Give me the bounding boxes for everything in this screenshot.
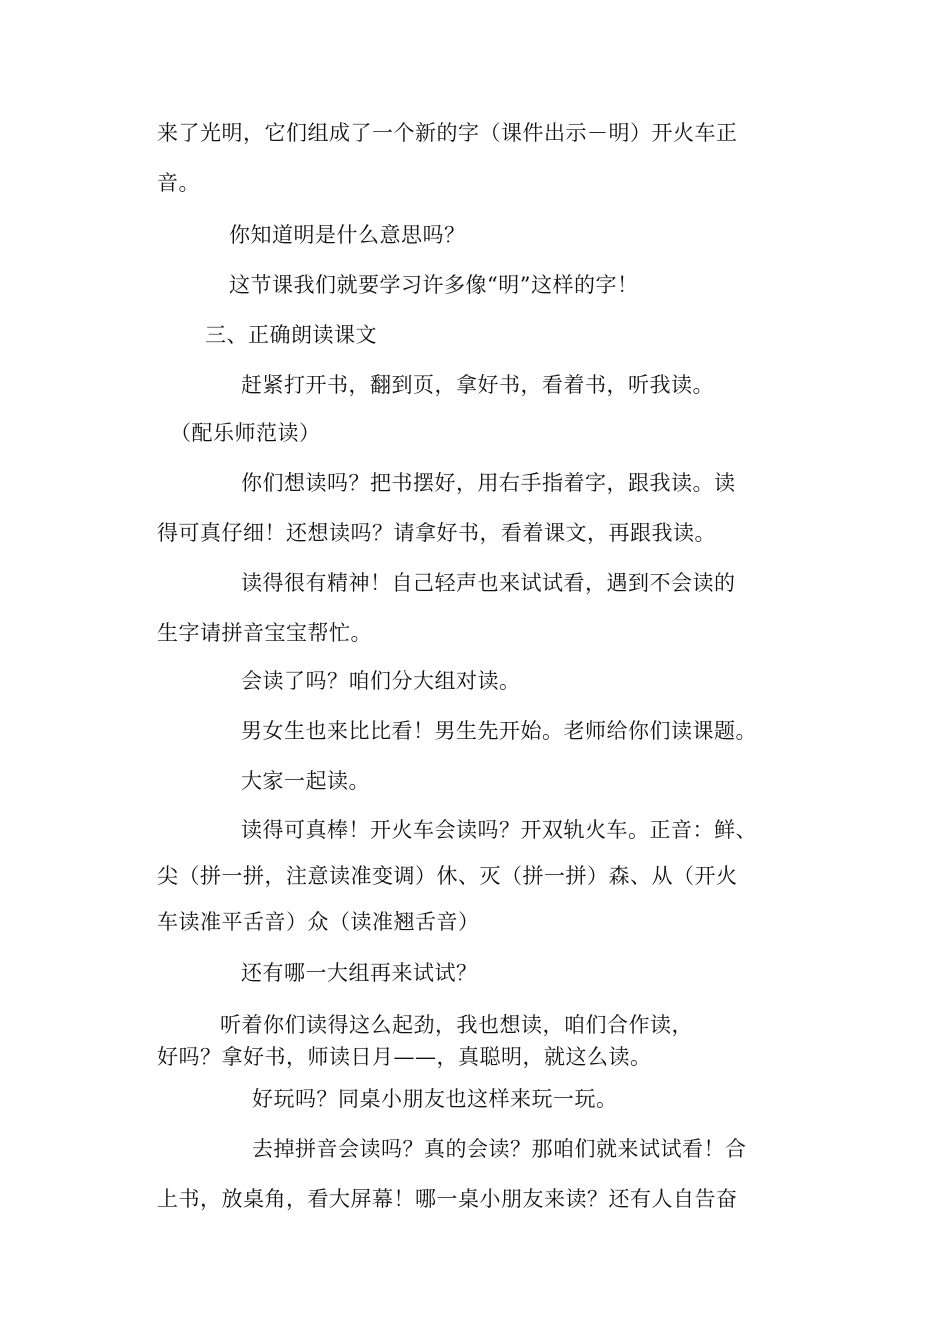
text-line: 你知道明是什么意思吗？ [229, 223, 466, 247]
text-line: 读得可真棒！开火车会读吗？开双轨火车。正音：鲜、 [241, 818, 757, 842]
text-line: 男女生也来比比看！男生先开始。老师给你们读课题。 [241, 719, 757, 743]
text-line: 得可真仔细！还想读吗？请拿好书，看着课文，再跟我读。 [157, 521, 716, 545]
text-line: 好吗？拿好书，师读日月——，真聪明，就这么读。 [157, 1045, 652, 1069]
text-line: 去掉拼音会读吗？真的会读？那咱们就来试试看！合 [252, 1137, 747, 1161]
text-line: 尖（拼一拼，注意读准变调）休、灭（拼一拼）森、从（开火 [157, 864, 738, 888]
text-line: 会读了吗？咱们分大组对读。 [241, 669, 521, 693]
text-line: 来了光明，它们组成了一个新的字（课件出示－明）开火车正 [157, 121, 738, 145]
text-line: 车读准平舌音）众（读准翘舌音） [157, 910, 480, 934]
text-line: 你们想读吗？把书摆好，用右手指着字，跟我读。读 [241, 471, 736, 495]
text-line: 读得很有精神！自己轻声也来试试看，遇到不会读的 [241, 571, 736, 595]
text-line: 赶紧打开书，翻到页，拿好书，看着书，听我读。 [241, 373, 714, 397]
section-heading: 三、正确朗读课文 [205, 323, 377, 347]
text-line: 听着你们读得这么起劲，我也想读，咱们合作读， [220, 1013, 693, 1037]
text-line: 大家一起读。 [241, 769, 370, 793]
text-line: 上书，放桌角，看大屏幕！哪一桌小朋友来读？还有人自告奋 [157, 1187, 738, 1211]
text-line: 还有哪一大组再来试试？ [241, 961, 478, 985]
text-line: 音。 [157, 171, 200, 195]
text-line: （配乐师范读） [170, 421, 321, 445]
text-line: 好玩吗？同桌小朋友也这样来玩一玩。 [252, 1087, 618, 1111]
text-line: 生字请拼音宝宝帮忙。 [157, 621, 372, 645]
text-line: 这节课我们就要学习许多像“明”这样的字！ [229, 273, 639, 297]
